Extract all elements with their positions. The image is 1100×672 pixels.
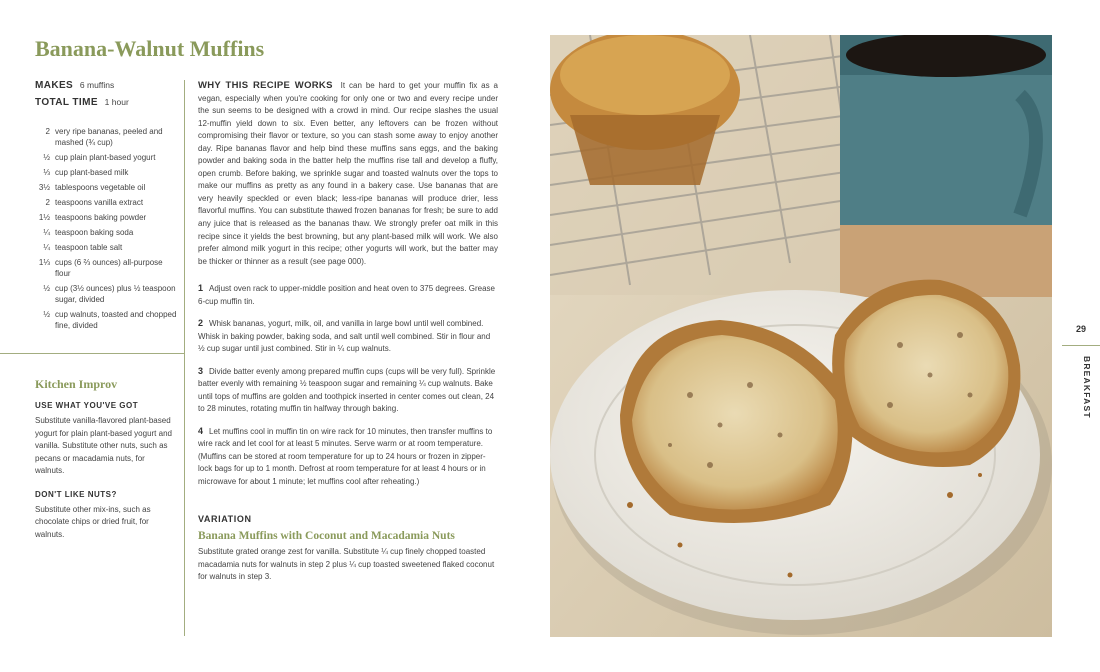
ingredient-text: cup plant-based milk <box>55 168 129 177</box>
kitchen-improv-box <box>35 377 175 553</box>
ingredient-item <box>35 197 180 208</box>
step-number: 2 <box>198 318 204 329</box>
ingredient-text: teaspoons baking powder <box>55 213 147 222</box>
ingredient-text: cup plain plant-based yogurt <box>55 153 156 162</box>
ingredient-text: cup walnuts, toasted and chopped fine, divided <box>55 310 177 330</box>
makes-label: MAKES <box>35 80 74 91</box>
step-number: 4 <box>198 425 204 436</box>
makes-line <box>35 80 180 91</box>
step-item <box>198 365 498 416</box>
ingredient-text: very ripe bananas, peeled and mashed (¾ cup) <box>55 127 163 147</box>
ingredient-item <box>35 242 180 253</box>
makes-value: 6 muffins <box>79 80 115 90</box>
ingredient-quantity: ¼ <box>43 243 50 252</box>
ingredient-quantity: 1⅓ <box>38 258 50 267</box>
variation-title: Banana Muffins with Coconut and Macadamia Nuts <box>198 530 455 543</box>
section-label: BREAKFAST <box>1082 356 1092 419</box>
step-text: Whisk bananas, yogurt, milk, oil, and vanilla in large bowl until well combined. Whisk in baking powder, baking soda, and salt until well combined. Stir in flour and ½ cup sugar until just combined. Stir in ¼ cup walnuts. <box>198 319 491 354</box>
ingredient-item <box>35 309 180 331</box>
step-text: Divide batter evenly among prepared muffin cups (cups will be very full). Sprinkle batter evenly with remaining ½ teaspoon sugar and remaining ¼ cup walnuts. Bake until tops of muffins are golden and toothpick inserted in center comes out clean, 24 to 28 minutes, rotating muffin tin halfway through baking. <box>198 366 496 414</box>
recipe-meta-column <box>35 80 180 335</box>
step-number: 3 <box>198 365 204 376</box>
kitchen-improv-title: Kitchen Improv <box>35 377 118 391</box>
ingredient-text: tablespoons vegetable oil <box>55 183 146 192</box>
why-this-recipe-works <box>198 80 498 268</box>
step-item <box>198 425 498 489</box>
ingredient-list <box>35 126 180 331</box>
ingredient-item <box>35 182 180 193</box>
variation-heading: VARIATION <box>198 514 252 525</box>
divider-vertical <box>184 80 185 636</box>
ingredient-text: cup (3½ ounces) plus ½ teaspoon sugar, divided <box>55 284 176 304</box>
ingredient-quantity: 2 <box>45 127 50 136</box>
ingredient-quantity: 2 <box>45 198 50 207</box>
ingredient-quantity: ⅓ <box>43 168 50 177</box>
ingredient-quantity: ½ <box>43 153 50 162</box>
improv-text-nuts: Substitute other mix-ins, such as chocolate chips or dried fruit, for walnuts. <box>35 504 151 539</box>
ingredient-item <box>35 257 180 279</box>
step-item <box>198 282 498 308</box>
step-list <box>198 282 498 488</box>
total-time-label: TOTAL TIME <box>35 97 98 108</box>
muffin-photo <box>550 35 1052 637</box>
ingredient-item <box>35 212 180 223</box>
ingredient-item <box>35 126 180 148</box>
recipe-main-column <box>198 80 498 584</box>
ingredient-quantity: ¼ <box>43 228 50 237</box>
divider-horizontal <box>0 353 184 354</box>
ingredient-text: teaspoon baking soda <box>55 228 134 237</box>
improv-heading-substitutes: USE WHAT YOU'VE GOT <box>35 401 139 410</box>
ingredient-text: teaspoons vanilla extract <box>55 198 144 207</box>
total-time-value: 1 hour <box>104 97 129 107</box>
ingredient-quantity: 3½ <box>38 183 50 192</box>
step-text: Let muffins cool in muffin tin on wire rack for 10 minutes, then transfer muffins to wire rack and let cool for at least 5 minutes. Serve warm or at room temperature. (Muffins can be stored at room temperature for up to 24 hours or frozen in zipper-lock bags for up to 1 month. Defrost at room temperature for at least 4 hours or in microwave for about 1 minute; let muffins cool after reheating.) <box>198 426 493 486</box>
step-number: 1 <box>198 283 204 294</box>
improv-text-substitutes: Substitute vanilla-flavored plant-based yogurt for plain plant-based yogurt and vanilla. Substitute other nuts, such as pecans or macadamia nuts, for walnuts. <box>35 416 172 475</box>
ingredient-item <box>35 152 180 163</box>
ingredient-text: cups (6 ⅔ ounces) all-purpose flour <box>55 258 163 278</box>
ingredient-item <box>35 283 180 305</box>
page-number: 29 <box>1075 324 1086 334</box>
ingredient-item <box>35 167 180 178</box>
step-text: Adjust oven rack to upper-middle position and heat oven to 375 degrees. Grease 6-cup muffin tin. <box>198 284 495 306</box>
ingredient-quantity: ½ <box>43 310 50 319</box>
ingredient-text: teaspoon table salt <box>55 243 123 252</box>
recipe-title: Banana-Walnut Muffins <box>35 36 265 61</box>
ingredient-item <box>35 227 180 238</box>
total-time-line <box>35 97 180 108</box>
muffin-photo-illustration <box>550 35 1052 637</box>
why-label: WHY THIS RECIPE WORKS <box>198 80 333 91</box>
ingredient-quantity: ½ <box>43 284 50 293</box>
ingredient-quantity: 1½ <box>38 213 50 222</box>
variation-text: Substitute grated orange zest for vanilla. Substitute ¼ cup finely chopped toasted macadamia nuts for walnuts in step 2 plus ¼ cup toasted sweetened flaked coconut for walnuts in step 3. <box>198 547 495 582</box>
page-number-rule <box>1062 345 1100 346</box>
why-text: It can be hard to get your muffin fix as a vegan, especially when you're cooking for only one or two and every recipe under the sun seems to be designed with a crowd in mind. Our recipe slashes the usual 12-muffin yield down to six. Even better, any leftovers can be frozen without compromising their flavor or texture, so you can stash some away to enjoy another day. Ripe bananas flavor and help bind these muffins sans eggs, and the baking powder and baking soda in the batter help the muffins rise tall and develop a fluffy, open crumb. Before baking, we sprinkle sugar and toasted walnuts over the tops to make our muffins as pretty as any found in a bakery case. Use bananas that are very heavily speckled or even black; less-ripe bananas will produce drier, less flavorful muffins. You can substitute thawed frozen bananas for fresh; be sure to add any juice that is released as the bananas thaw. We strongly prefer oat milk in this recipe since it yields the best browning, but any plant-based milk will work. We also prefer almond milk yogurt in this recipe; other yogurts will work, but the batter may be thicker or thinner as a result (see page 000). <box>198 81 498 266</box>
step-item <box>198 317 498 356</box>
improv-heading-nuts: DON'T LIKE NUTS? <box>35 489 117 499</box>
